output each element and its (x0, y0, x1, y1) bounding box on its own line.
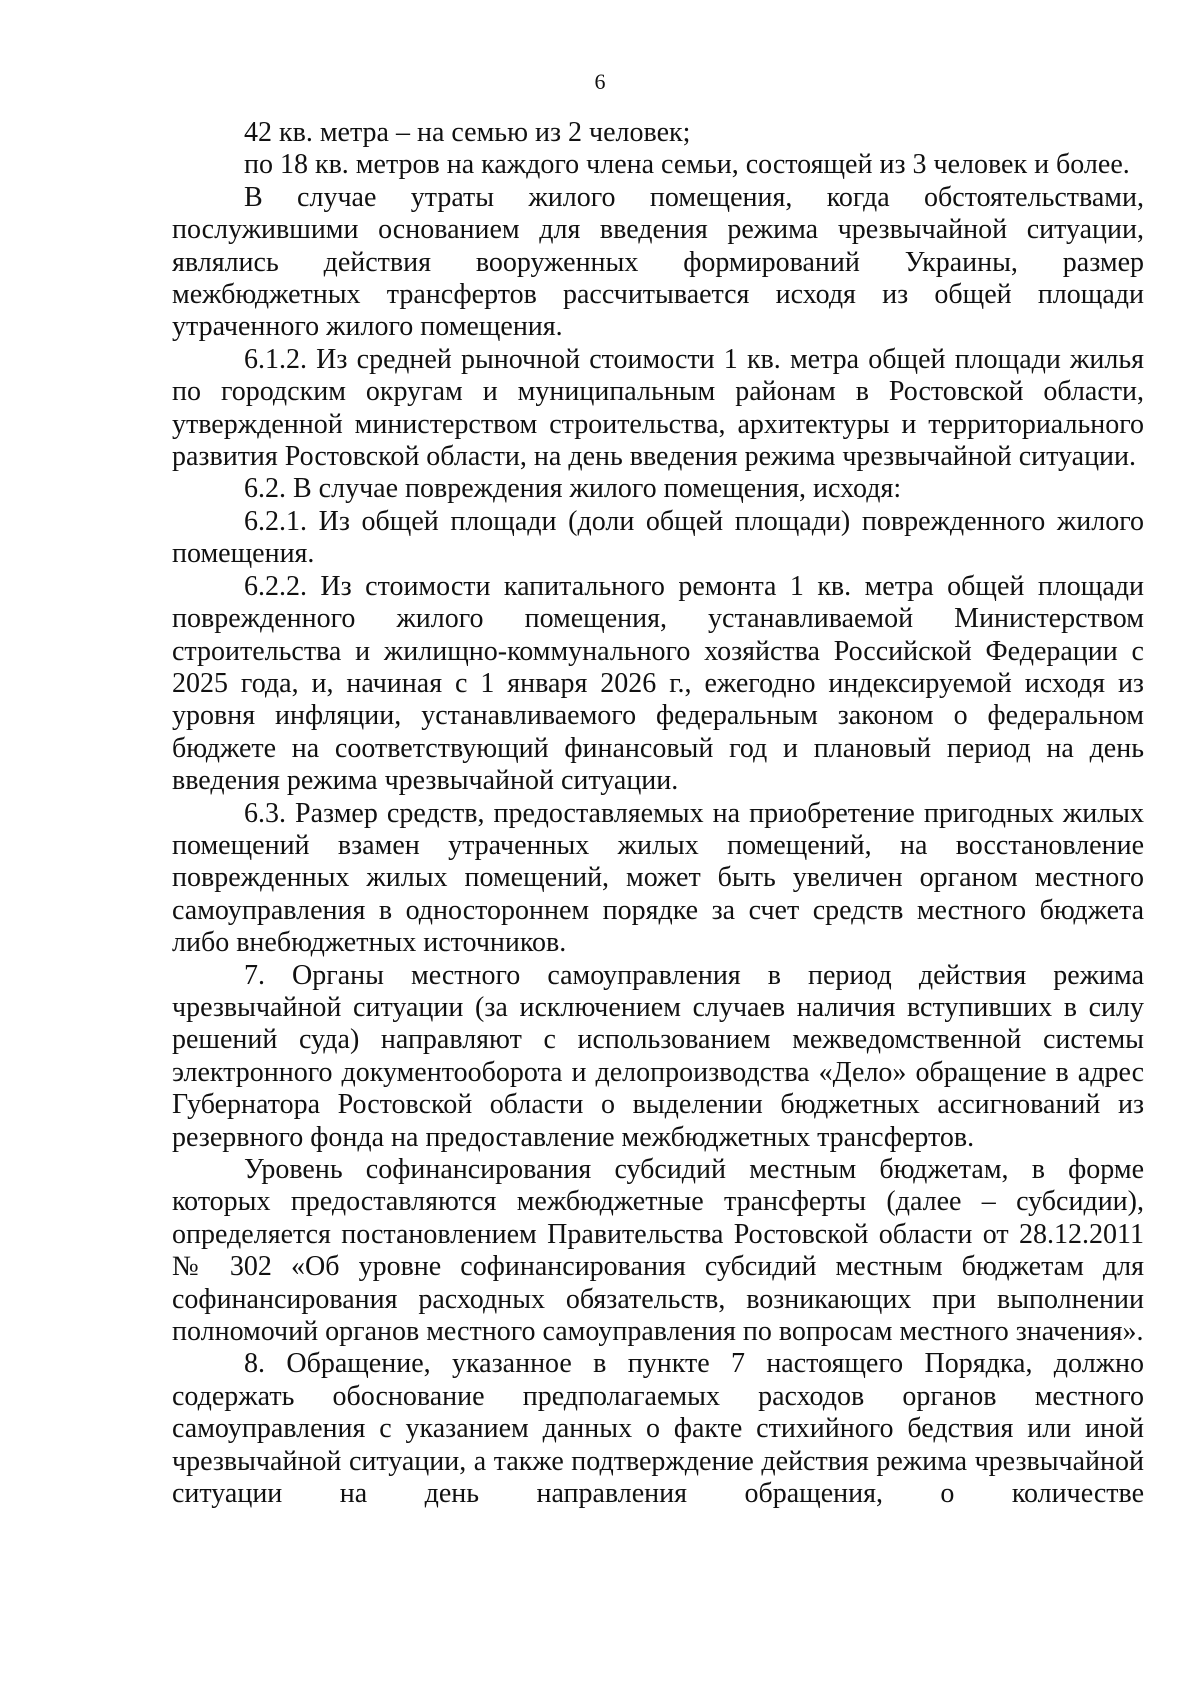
paragraph-area-three-persons: по 18 кв. метров на каждого члена семьи, состоящей из 3 человек и более. (244, 149, 1130, 181)
paragraph-6-2: 6.2. В случае повреждения жилого помещения, исходя: (244, 473, 902, 505)
paragraph-area-two-persons: 42 кв. метра – на семью из 2 человек; (244, 117, 691, 148)
paragraph-loss-armed-formations: В случае утраты жилого помещения, когда обстоятельствами, послужившими основанием для введения режима чрезвычайной ситуации, являлись действия вооруженных формирований Украины, размер межбюджетных трансфертов рассчитывается исходя из общей площади утраченного жилого помещения. (172, 181, 1144, 343)
paragraph-6-1-2: 6.1.2. Из средней рыночной стоимости 1 кв. метра общей площади жилья по городским округам и муниципальным районам в Ростовской области, утвержденной министерством строительства, архитектуры и территориального развития Ростовской области, на день введения режима чрезвычайной ситуации. (172, 343, 1144, 473)
paragraph-8: 8. Обращение, указанное в пункте 7 настоящего Порядка, должно содержать обоснование предполагаемых расходов органов местного самоуправления с указанием данных о факте стихийного бедствия или иной чрезвычайной ситуации, а также подтверждение действия режима чрезвычайной ситуации на день направления обращения, о количестве (172, 1348, 1144, 1510)
page-number: 6 (594, 69, 606, 94)
paragraph-6-3: 6.3. Размер средств, предоставляемых на приобретение пригодных жилых помещений взамен утраченных жилых помещений, на восстановление поврежденных жилых помещений, может быть увеличен органом местного самоуправления в одностороннем порядке за счет средств местного бюджета либо внебюджетных источников. (172, 797, 1144, 959)
document-body (172, 117, 1144, 1510)
paragraph-6-2-2: 6.2.2. Из стоимости капитального ремонта 1 кв. метра общей площади поврежденного жилого помещения, устанавливаемой Министерством строительства и жилищно-коммунального хозяйства Российской Федерации с 2025 года, и, начиная с 1 января 2026 г., ежегодно индексируемой исходя из уровня инфляции, устанавливаемого федеральным законом о федеральном бюджете на соответствующий финансовый год и плановый период на день введения режима чрезвычайной ситуации. (172, 570, 1144, 797)
paragraph-7: 7. Органы местного самоуправления в период действия режима чрезвычайной ситуации (за исключением случаев наличия вступивших в силу решений суда) направляют с использованием межведомственной системы электронного документооборота и делопроизводства «Дело» обращение в адрес Губернатора Ростовской области о выделении бюджетных ассигнований из резервного фонда на предоставление межбюджетных трансфертов. (172, 959, 1144, 1153)
paragraph-cofinancing-level: Уровень софинансирования субсидий местным бюджетам, в форме которых предоставляются межбюджетные трансферты (далее – субсидии), определяется постановлением Правительства Ростовской области от 28.12.2011 № 302 «Об уровне софинансирования субсидий местным бюджетам для софинансирования расходных обязательств, возникающих при выполнении полномочий органов местного самоуправления по вопросам местного значения». (172, 1154, 1144, 1348)
paragraph-6-2-1: 6.2.1. Из общей площади (доли общей площади) поврежденного жилого помещения. (172, 505, 1144, 570)
